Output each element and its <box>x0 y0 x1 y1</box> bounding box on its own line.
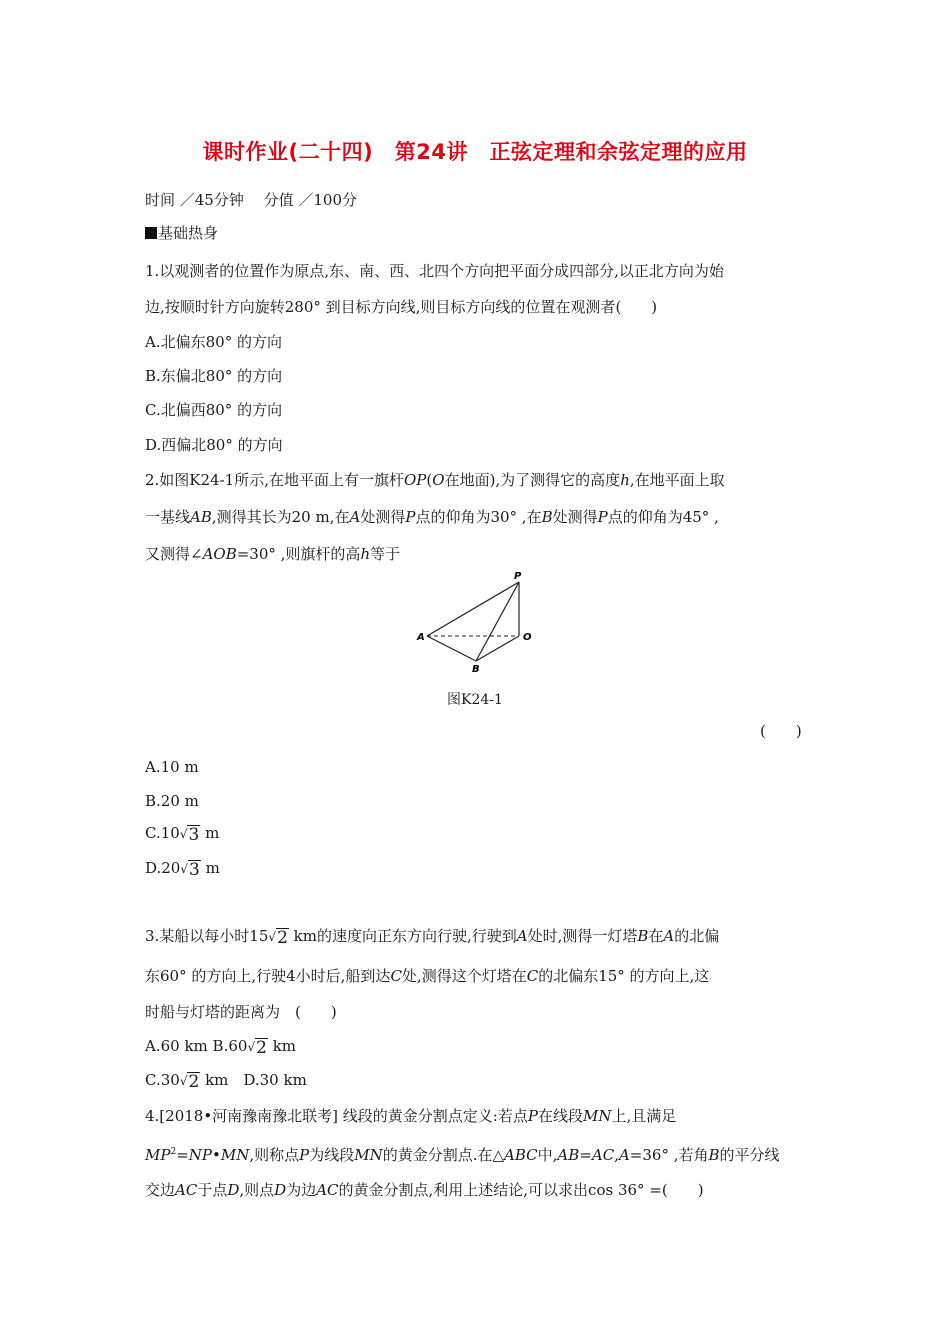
q3-options-cd: C.30 √ 2 km D.30 km <box>145 1071 307 1092</box>
q1-option-c: C.北偏西80° 的方向 <box>145 401 283 419</box>
flagpole-figure <box>410 568 540 678</box>
label-a: A <box>417 632 425 643</box>
q1-stem-line-1: 1.以观测者的位置作为原点,东、南、西、北四个方向把平面分成四部分,以正北方向为始 <box>145 262 724 280</box>
q1-option-b: B.东偏北80° 的方向 <box>145 367 283 385</box>
q4-stem-line-3: 交边AC于点D,则点D为边AC的黄金分割点,利用上述结论,可以求出cos 36° =( ) <box>145 1181 704 1199</box>
time-score-info: 时间 ／45分钟 分值 ／100分 <box>145 191 358 209</box>
figure-caption: 图K24-1 <box>447 692 503 708</box>
q1-option-a: A.北偏东80° 的方向 <box>145 333 282 351</box>
q4-stem-line-1: 4.[2018•河南豫南豫北联考] 线段的黄金分割点定义:若点P在线段MN上,且满足 <box>145 1107 677 1125</box>
sqrt-symbol: √ 2 <box>247 1038 267 1058</box>
line-pa <box>427 582 519 636</box>
sqrt-symbol: √ 2 <box>179 1072 200 1092</box>
page-title: 课时作业(二十四) 第24讲 正弦定理和余弦定理的应用 <box>202 140 748 164</box>
q2-option-a: A.10 m <box>145 758 199 776</box>
q3-stem-line-2: 东60° 的方向上,行驶4小时后,船到达C处,测得这个灯塔在C的北偏东15° 的方向上,这 <box>145 967 710 985</box>
q3-stem-line-1: 3.某船以每小时15 √ 2 km的速度向正东方向行驶,行驶到A处时,测得一灯塔B在A的北偏 <box>145 927 720 948</box>
q2-option-d: D.20 √ 3 m <box>145 859 220 880</box>
q2-stem-line-2: 一基线AB,测得其长为20 m,在A处测得P点的仰角为30° ,在B处测得P点的仰角为45° , <box>145 508 719 526</box>
line-ab <box>427 636 476 661</box>
sqrt-symbol: √ 3 <box>179 825 200 845</box>
label-o: O <box>523 632 532 643</box>
q2-stem-line-1: 2.如图K24-1所示,在地平面上有一旗杆OP(O在地面),为了测得它的高度h,在地平面上取 <box>145 471 725 489</box>
black-square-icon <box>145 227 157 239</box>
q3-stem-line-3: 时船与灯塔的距离为 ( ) <box>145 1003 337 1021</box>
q2-option-b: B.20 m <box>145 792 199 810</box>
section-heading: 基础热身 <box>145 222 218 243</box>
sqrt-symbol: √ 2 <box>268 928 288 948</box>
q1-stem-line-2: 边,按顺时针方向旋转280° 到目标方向线,则目标方向线的位置在观测者( ) <box>145 298 658 316</box>
q2-answer-paren: ( ) <box>760 722 802 740</box>
q2-option-c: C.10 √ 3 m <box>145 824 220 845</box>
q4-stem-line-2: $MP^2=NP•MN$,则称点P为线段MN的黄金分割点.在△ABC中,AB=AC,A=36° ,若角B的平分线 <box>145 1146 780 1164</box>
label-b: B <box>472 664 480 675</box>
sqrt-symbol: √ 3 <box>180 860 200 880</box>
label-p: P <box>514 571 522 582</box>
q2-stem-line-3: 又测得∠AOB=30° ,则旗杆的高h等于 <box>145 545 401 563</box>
q3-options-ab: A.60 km B.60 √ 2 km <box>145 1037 297 1058</box>
q1-option-d: D.西偏北80° 的方向 <box>145 436 283 454</box>
